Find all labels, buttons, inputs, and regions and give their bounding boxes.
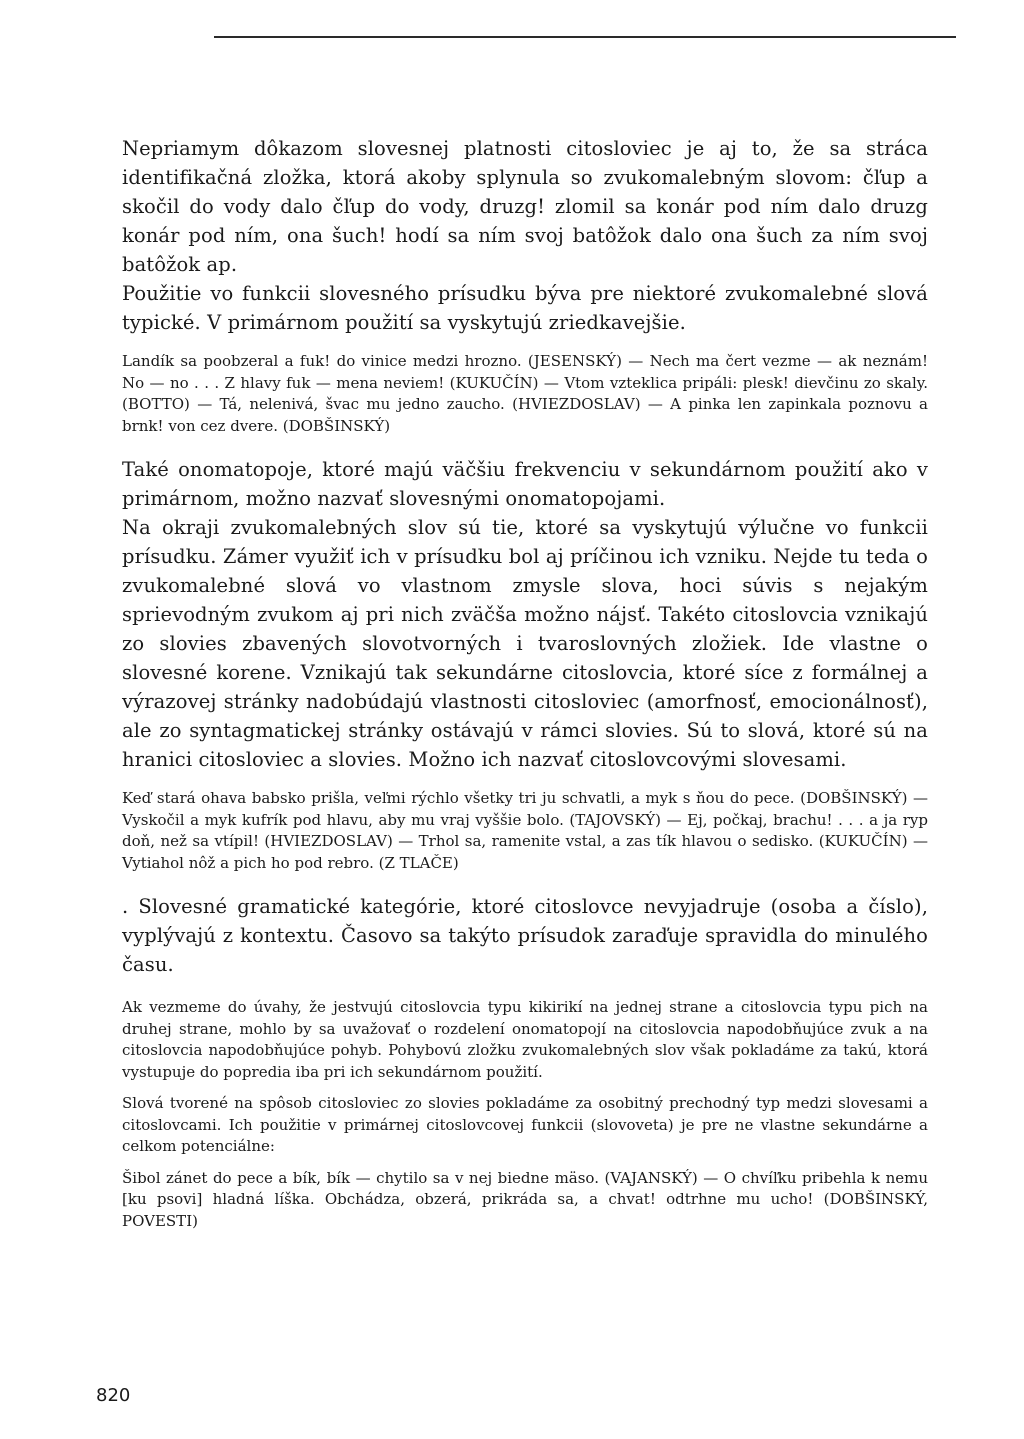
paragraph-3: Také onomatopoje, ktoré majú väčšiu frekvenciu v sekundárnom použití ako v primárnom, možno nazvať slovesnými onomatopojami. <box>122 458 928 510</box>
small-paragraph-2: Slová tvorené na spôsob citosloviec zo slovies pokladáme za osobitný prechodný typ medzi slovesami a citoslovcami. Ich použitie v primárnej citoslovcovej funkcii (slovoveta) je pre ne vlastne sekundárne a celkom potenciálne: <box>122 1094 928 1155</box>
top-rule <box>214 36 956 38</box>
example-block-1: Landík sa poobzeral a fuk! do vinice medzi hrozno. (JESENSKÝ) — Nech ma čert vezme — ak neznám! No — no . . . Z hlavy fuk — mena neviem! (KUKUČÍN) — Vtom vzteklica pripáli: plesk! dievčinu zo skaly. (BOTTO) — Tá, nelenivá, švac mu jedno zaucho. (HVIEZDOSLAV) — A pinka len zapinkala poznovu a brnk! von cez dvere. (DOBŠINSKÝ) <box>122 352 928 435</box>
paragraph-5: . Slovesné gramatické kategórie, ktoré citoslovce nevyjadruje (osoba a číslo), vyplývajú z kontextu. Časovo sa takýto prísudok zaraďuje spravidla do minulého času. <box>122 895 928 976</box>
paragraph-2: Použitie vo funkcii slovesného prísudku býva pre niektoré zvukomalebné slová typické. V primárnom použití sa vyskytujú zriedkavejšie. <box>122 282 928 334</box>
page-content <box>122 134 928 1232</box>
page-number: 820 <box>96 1385 131 1406</box>
example-block-2: Keď stará ohava babsko prišla, veľmi rýchlo všetky tri ju schvatli, a myk s ňou do pece. (DOBŠINSKÝ) — Vyskočil a myk kufrík pod hlavu, aby mu vraj vyššie bolo. (TAJOVSKÝ) — Ej, počkaj, brachu! . . . a ja ryp doň, než sa vtípil! (HVIEZDOSLAV) — Trhol sa, ramenite vstal, a zas tík hlavou o sedisko. (KUKUČÍN) — Vytiahol nôž a pich ho pod rebro. (Z TLAČE) <box>122 789 928 872</box>
small-paragraph-1: Ak vezmeme do úvahy, že jestvujú citoslovcia typu kikirikí na jednej strane a citoslovcia typu pich na druhej strane, mohlo by sa uvažovať o rozdelení onomatopojí na citoslovcia napodobňujúce zvuk a na citoslovcia napodobňujúce pohyb. Pohybovú zložku zvukomalebných slov však pokladáme za takú, ktorá vystupuje do popredia iba pri ich sekundárnom použití. <box>122 998 928 1081</box>
small-paragraph-3: Šibol zánet do pece a bík, bík — chytilo sa v nej biedne mäso. (VAJANSKÝ) — O chvíľku pribehla k nemu [ku psovi] hladná líška. Obchádza, obzerá, prikráda sa, a chvat! odtrhne mu ucho! (DOBŠINSKÝ, POVESTI) <box>122 1168 928 1230</box>
paragraph-4: Na okraji zvukomalebných slov sú tie, ktoré sa vyskytujú výlučne vo funkcii prísudku. Zámer využiť ich v prísudku bol aj príčinou ich vzniku. Nejde tu teda o zvukomalebné slová vo vlastnom zmysle slova, hoci súvis s nejakým sprievodným zvukom aj pri nich zväčša možno nájsť. Takéto citoslovcia vznikajú zo slovies zbavených slovotvorných i tvaroslovných zložiek. Ide vlastne o slovesné korene. Vznikajú tak sekundárne citoslovcia, ktoré síce z formálnej a výrazovej stránky nadobúdajú vlastnosti citosloviec (amorfnosť, emocionálnosť), ale zo syntagmatickej stránky ostávajú v rámci slovies. Sú to slová, ktoré sú na hranici citosloviec a slovies. Možno ich nazvať citoslovcovými slovesami. <box>122 516 928 771</box>
paragraph-1: Nepriamym dôkazom slovesnej platnosti citosloviec je aj to, že sa stráca identifikačná zložka, ktorá akoby splynula so zvukomalebným slovom: čľup a skočil do vody dalo čľup do vody, druzg! zlomil sa konár pod ním dalo druzg konár pod ním, ona šuch! hodí sa ním svoj batôžok dalo ona šuch za ním svoj batôžok ap. <box>122 137 928 276</box>
